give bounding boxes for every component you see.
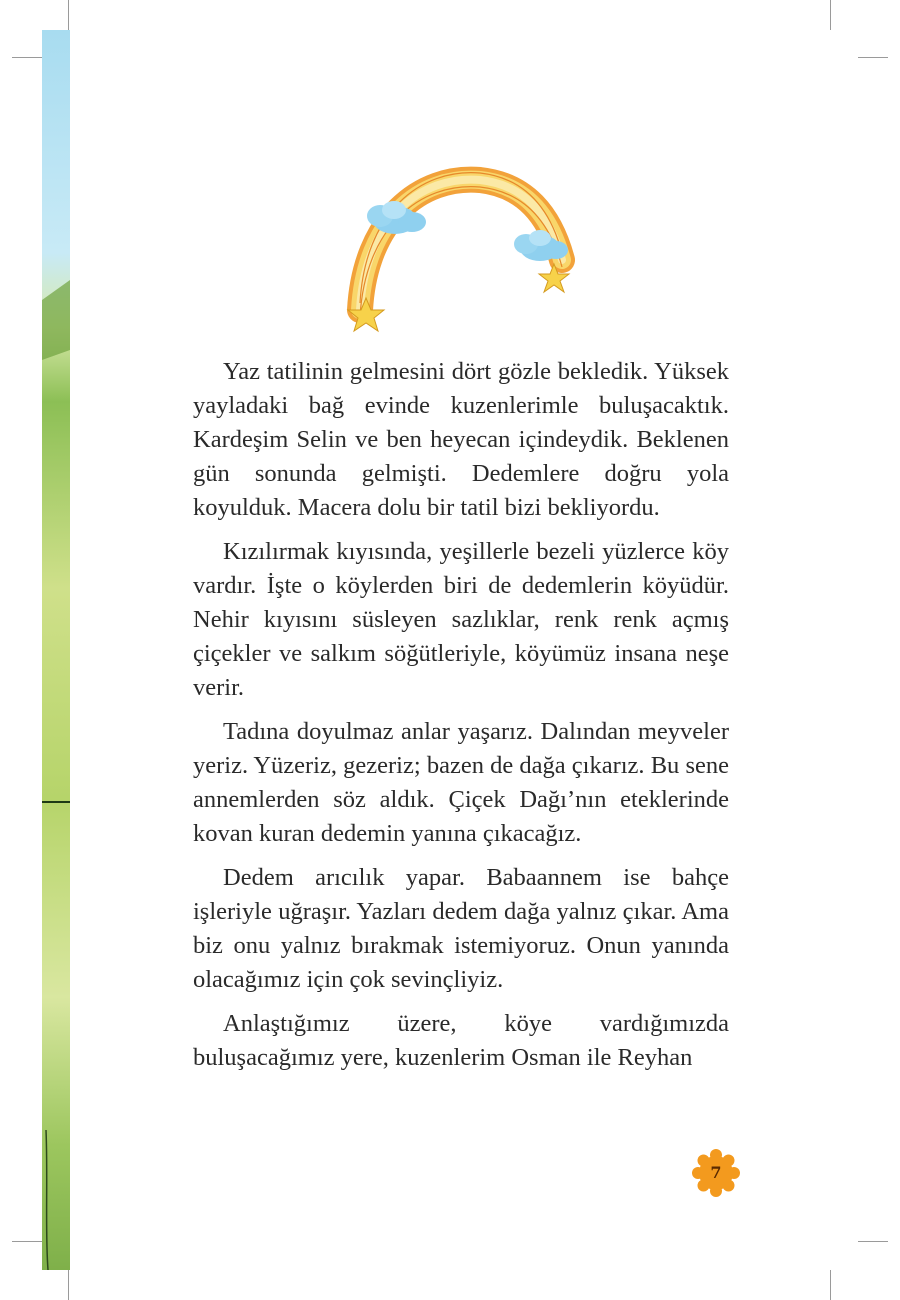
crop-mark-top-right bbox=[830, 0, 831, 30]
rainbow-with-clouds-and-stars-icon bbox=[348, 173, 569, 331]
paragraph-3: Tadına doyulmaz anlar yaşarız. Dalından meyveler yeriz. Yüzeriz, gezeriz; bazen de dağa çıkarız. Bu sene annemlerden söz aldık. Çiçek Dağı’nın eteklerinde kovan kuran dedemin yanına çıkacağız. bbox=[193, 718, 729, 847]
crop-mark-left-bottom bbox=[12, 1241, 42, 1242]
crop-mark-right-top bbox=[858, 57, 888, 58]
page-number-badge bbox=[690, 1147, 742, 1199]
crop-mark-bottom-left bbox=[68, 1270, 69, 1300]
crop-mark-left-top bbox=[12, 57, 42, 58]
page-number: 7 bbox=[710, 1163, 722, 1182]
paragraph-5: Anlaştığımız üzere, köye vardığımızda buluşacağımız yere, kuzenlerim Osman ile Reyhan bbox=[193, 1010, 729, 1071]
paragraph-2: Kızılırmak kıyısında, yeşillerle bezeli yüzlerce köy vardır. İşte o köylerden biri de dedemlerin köyüdür. Nehir kıyısını süsleyen sazlıklar, renk renk açmış çiçekler ve salkım söğütleriyle, köyümüz insana neşe verir. bbox=[193, 538, 729, 701]
story-text bbox=[193, 355, 729, 1085]
crop-mark-right-bottom bbox=[858, 1241, 888, 1242]
paragraph-4: Dedem arıcılık yapar. Babaannem ise bahçe işleriyle uğraşır. Yazları dedem dağa yalnız çıkar. Ama biz onu yalnız bırakmak istemiyoruz. Onun yanında olacağımız için çok sevinçliyiz. bbox=[193, 864, 729, 993]
landscape-side-strip bbox=[42, 30, 70, 1270]
rainbow-illustration bbox=[330, 160, 590, 340]
crop-mark-top-left bbox=[68, 0, 69, 30]
crop-mark-bottom-right bbox=[830, 1270, 831, 1300]
paragraph-1: Yaz tatilinin gelmesini dört gözle bekledik. Yüksek yayladaki bağ evinde kuzenlerimle buluşacaktık. Kardeşim Selin ve ben heyecan içindeydik. Beklenen gün sonunda gelmişti. Dedemlere doğru yola koyulduk. Macera dolu bir tatil bizi bekliyordu. bbox=[193, 358, 729, 521]
